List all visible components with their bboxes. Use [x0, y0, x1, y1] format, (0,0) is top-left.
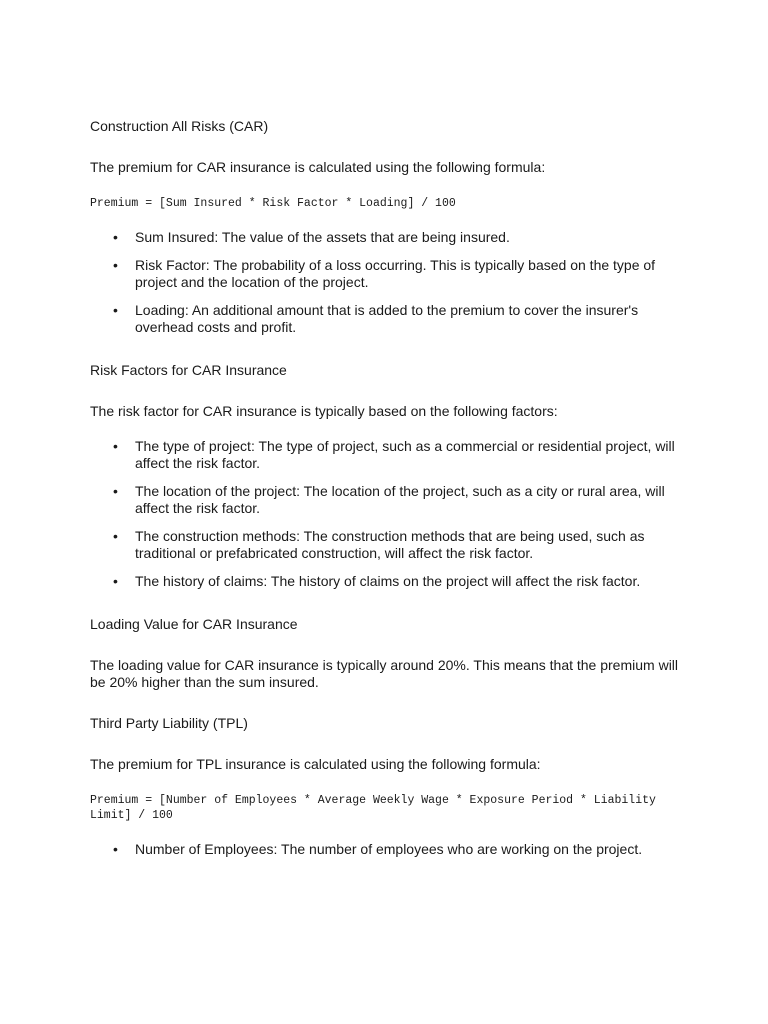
list-item: • The location of the project: The location of the project, such as a city or rural area, will affect the risk factor.: [135, 483, 690, 517]
risk-factors-intro-paragraph: The risk factor for CAR insurance is typically based on the following factors:: [90, 403, 558, 419]
list-item: • Number of Employees: The number of employees who are working on the project.: [135, 841, 690, 858]
list-item: • The type of project: The type of project, such as a commercial or residential project, will affect the risk factor.: [135, 438, 690, 472]
section-heading-tpl: Third Party Liability (TPL): [90, 715, 248, 731]
section-heading-risk-factors: Risk Factors for CAR Insurance: [90, 362, 287, 378]
risk-factors-list: [90, 438, 690, 590]
car-premium-formula: Premium = [Sum Insured * Risk Factor * Loading] / 100: [90, 197, 456, 210]
section-heading-car: Construction All Risks (CAR): [90, 118, 269, 134]
tpl-definitions-list: [90, 841, 690, 858]
section-heading-loading: Loading Value for CAR Insurance: [90, 616, 298, 632]
list-item: • The construction methods: The construction methods that are being used, such as traditional or prefabricated construction, will affect the risk factor.: [135, 528, 690, 562]
tpl-premium-formula: Premium = [Number of Employees * Average Weekly Wage * Exposure Period * Liability Limit] / 100: [90, 794, 663, 822]
car-definitions-list: [90, 229, 690, 336]
list-item: • Sum Insured: The value of the assets that are being insured.: [135, 229, 690, 246]
document-page: [90, 118, 690, 884]
tpl-intro-paragraph: The premium for TPL insurance is calculated using the following formula:: [90, 756, 541, 772]
list-item: • Loading: An additional amount that is added to the premium to cover the insurer's overhead costs and profit.: [135, 302, 690, 336]
loading-paragraph: The loading value for CAR insurance is typically around 20%. This means that the premium will be 20% higher than the sum insured.: [90, 657, 679, 690]
list-item: • Risk Factor: The probability of a loss occurring. This is typically based on the type of project and the location of the project.: [135, 257, 690, 291]
car-intro-paragraph: The premium for CAR insurance is calculated using the following formula:: [90, 159, 546, 175]
list-item: • The history of claims: The history of claims on the project will affect the risk factor.: [135, 573, 690, 590]
